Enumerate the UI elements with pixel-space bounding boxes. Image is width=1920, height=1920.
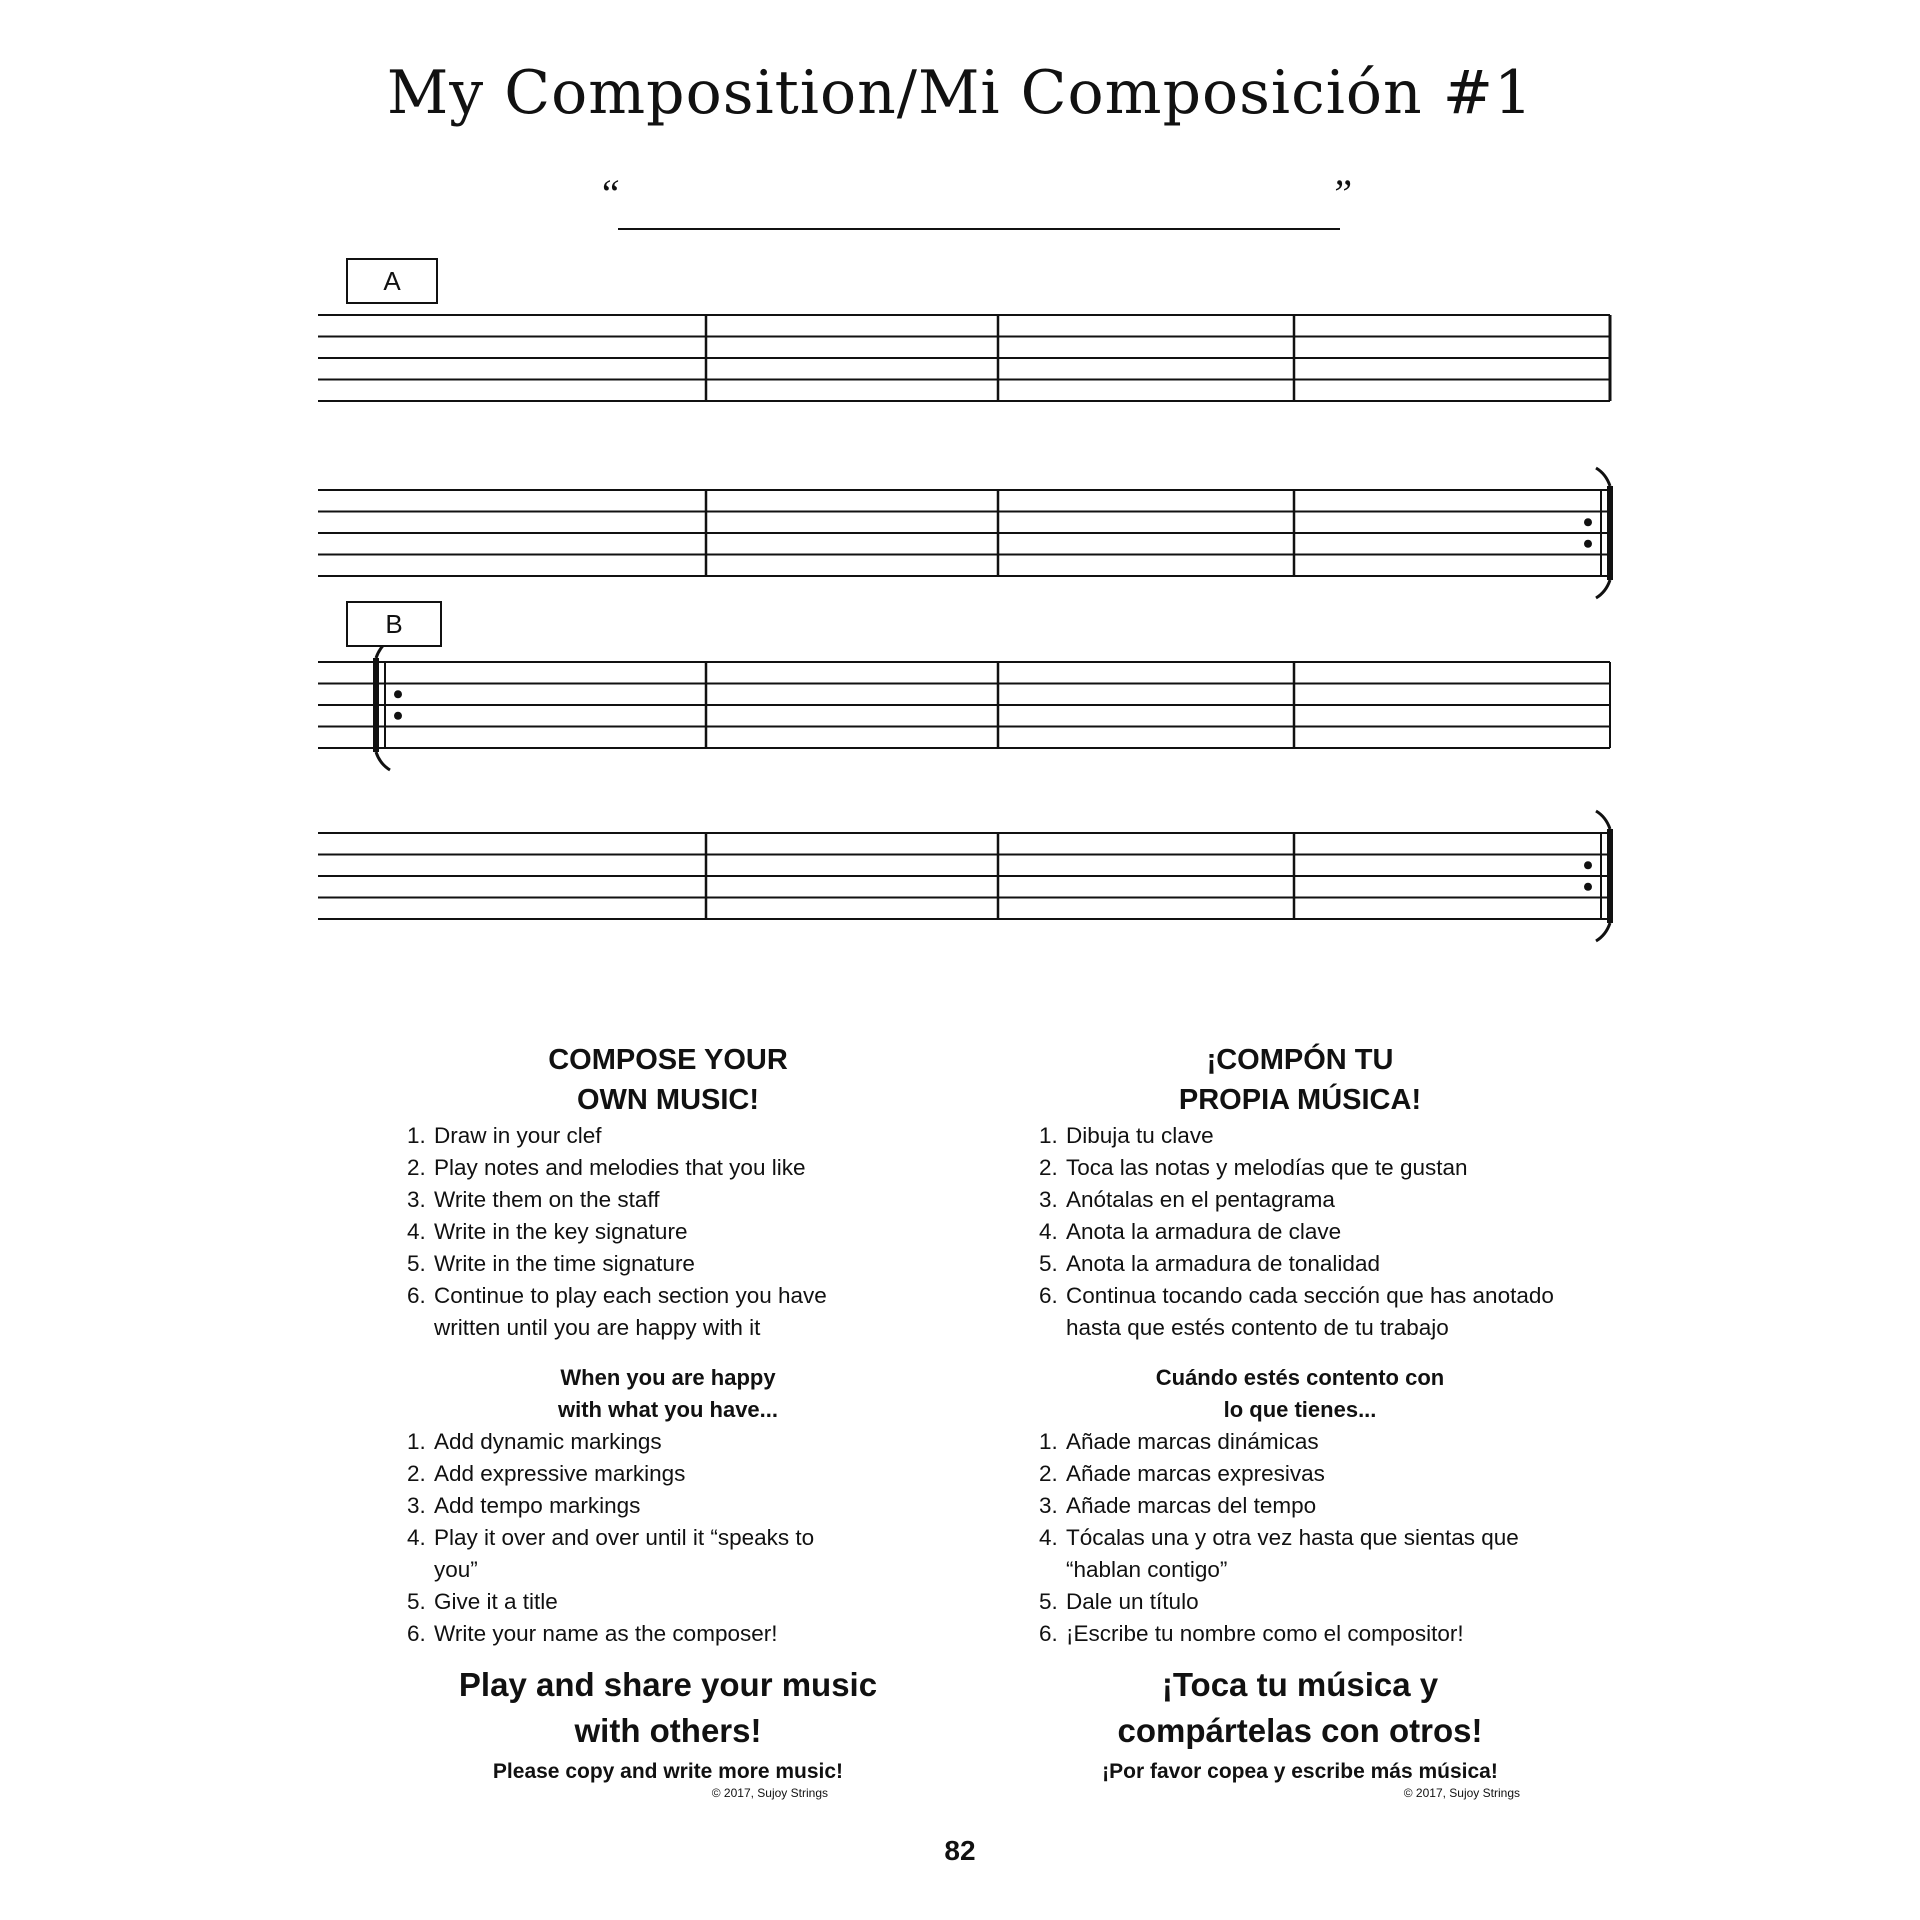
spanish-closing-line2: compártelas con otros! <box>1117 1712 1483 1749</box>
section-b-marker: B <box>346 601 442 647</box>
english-instructions <box>388 1040 948 1800</box>
repeat-dot <box>1584 518 1592 526</box>
list-item: 6. ¡Escribe tu nombre como el compositor! <box>1064 1618 1580 1650</box>
list-item: 4. Write in the key signature <box>432 1216 948 1248</box>
list-item: 3. Añade marcas del tempo <box>1064 1490 1580 1522</box>
list-item: 2. Toca las notas y melodías que te gustan <box>1064 1152 1580 1184</box>
repeat-thick-barline <box>1607 486 1613 580</box>
spanish-copyright: © 2017, Sujoy Strings <box>1403 1786 1520 1800</box>
list-item: 5. Dale un título <box>1064 1586 1580 1618</box>
list-item: 3. Add tempo markings <box>432 1490 948 1522</box>
repeat-dot <box>1584 883 1592 891</box>
spanish-please: ¡Por favor copea y escribe más música! <box>1102 1760 1498 1783</box>
english-subheading-line2: with what you have... <box>557 1397 779 1422</box>
spanish-instructions <box>1020 1040 1580 1800</box>
bracket-hook <box>1596 811 1610 829</box>
list-item: 6. Write your name as the composer! <box>432 1618 948 1650</box>
english-heading-line1: COMPOSE YOUR <box>548 1044 788 1076</box>
list-item: 1. Dibuja tu clave <box>1064 1120 1580 1152</box>
list-item: 2. Add expressive markings <box>432 1458 948 1490</box>
english-heading <box>388 1040 948 1120</box>
spanish-subheading-line2: lo que tienes... <box>1223 1397 1377 1422</box>
page-title: My Composition/Mi Composición #1 <box>386 58 1534 128</box>
list-item: 4. Tócalas una y otra vez hasta que sientas que “hablan contigo” <box>1064 1522 1546 1586</box>
bracket-hook <box>376 752 390 770</box>
repeat-dot <box>394 712 402 720</box>
english-steps <box>388 1120 948 1344</box>
spanish-heading <box>1020 1040 1580 1120</box>
english-please: Please copy and write more music! <box>492 1760 844 1783</box>
repeat-thick-barline <box>1607 829 1613 923</box>
list-item: 1. Añade marcas dinámicas <box>1064 1426 1580 1458</box>
spanish-closing <box>1020 1662 1580 1754</box>
bracket-hook <box>1596 923 1610 941</box>
list-item: 5. Anota la armadura de tonalidad <box>1064 1248 1580 1280</box>
repeat-dot <box>1584 540 1592 548</box>
list-item: 1. Draw in your clef <box>432 1120 948 1152</box>
list-item: 3. Write them on the staff <box>432 1184 948 1216</box>
list-item: 4. Anota la armadura de clave <box>1064 1216 1580 1248</box>
spanish-steps <box>1020 1120 1580 1344</box>
section-a-marker: A <box>346 258 438 304</box>
english-closing-line2: with others! <box>574 1712 762 1749</box>
title-close-quote: ” <box>1330 171 1353 216</box>
list-item: 6. Continua tocando cada sección que has anotado hasta que estés contento de tu trabajo <box>1064 1280 1571 1344</box>
list-item: 4. Play it over and over until it “speaks to you” <box>432 1522 864 1586</box>
spanish-subheading-line1: Cuándo estés contento con <box>1155 1365 1445 1390</box>
bracket-hook <box>1596 580 1610 598</box>
spanish-finishing-steps <box>1020 1426 1580 1650</box>
list-item: 6. Continue to play each section you have written until you are happy with it <box>432 1280 884 1344</box>
english-subheading <box>388 1362 948 1426</box>
spanish-closing-line1: ¡Toca tu música y <box>1161 1666 1439 1703</box>
english-closing <box>388 1662 948 1754</box>
list-item: 2. Play notes and melodies that you like <box>432 1152 948 1184</box>
bracket-hook <box>1596 468 1610 486</box>
english-copyright: © 2017, Sujoy Strings <box>711 1786 828 1800</box>
list-item: 5. Give it a title <box>432 1586 948 1618</box>
list-item: 3. Anótalas en el pentagrama <box>1064 1184 1580 1216</box>
english-subheading-line1: When you are happy <box>560 1365 776 1390</box>
repeat-dot <box>1584 861 1592 869</box>
spanish-subheading <box>1020 1362 1580 1426</box>
repeat-dot <box>394 690 402 698</box>
english-closing-line1: Play and share your music <box>458 1666 878 1703</box>
list-item: 5. Write in the time signature <box>432 1248 948 1280</box>
list-item: 2. Añade marcas expresivas <box>1064 1458 1580 1490</box>
repeat-thick-barline <box>373 658 379 752</box>
title-open-quote: “ <box>598 171 621 216</box>
list-item: 1. Add dynamic markings <box>432 1426 948 1458</box>
spanish-heading-line2: PROPIA MÚSICA! <box>1178 1084 1422 1116</box>
english-finishing-steps <box>388 1426 948 1650</box>
page-number: 82 <box>944 1835 976 1866</box>
english-heading-line2: OWN MUSIC! <box>576 1084 760 1116</box>
spanish-heading-line1: ¡COMPÓN TU <box>1206 1044 1394 1076</box>
